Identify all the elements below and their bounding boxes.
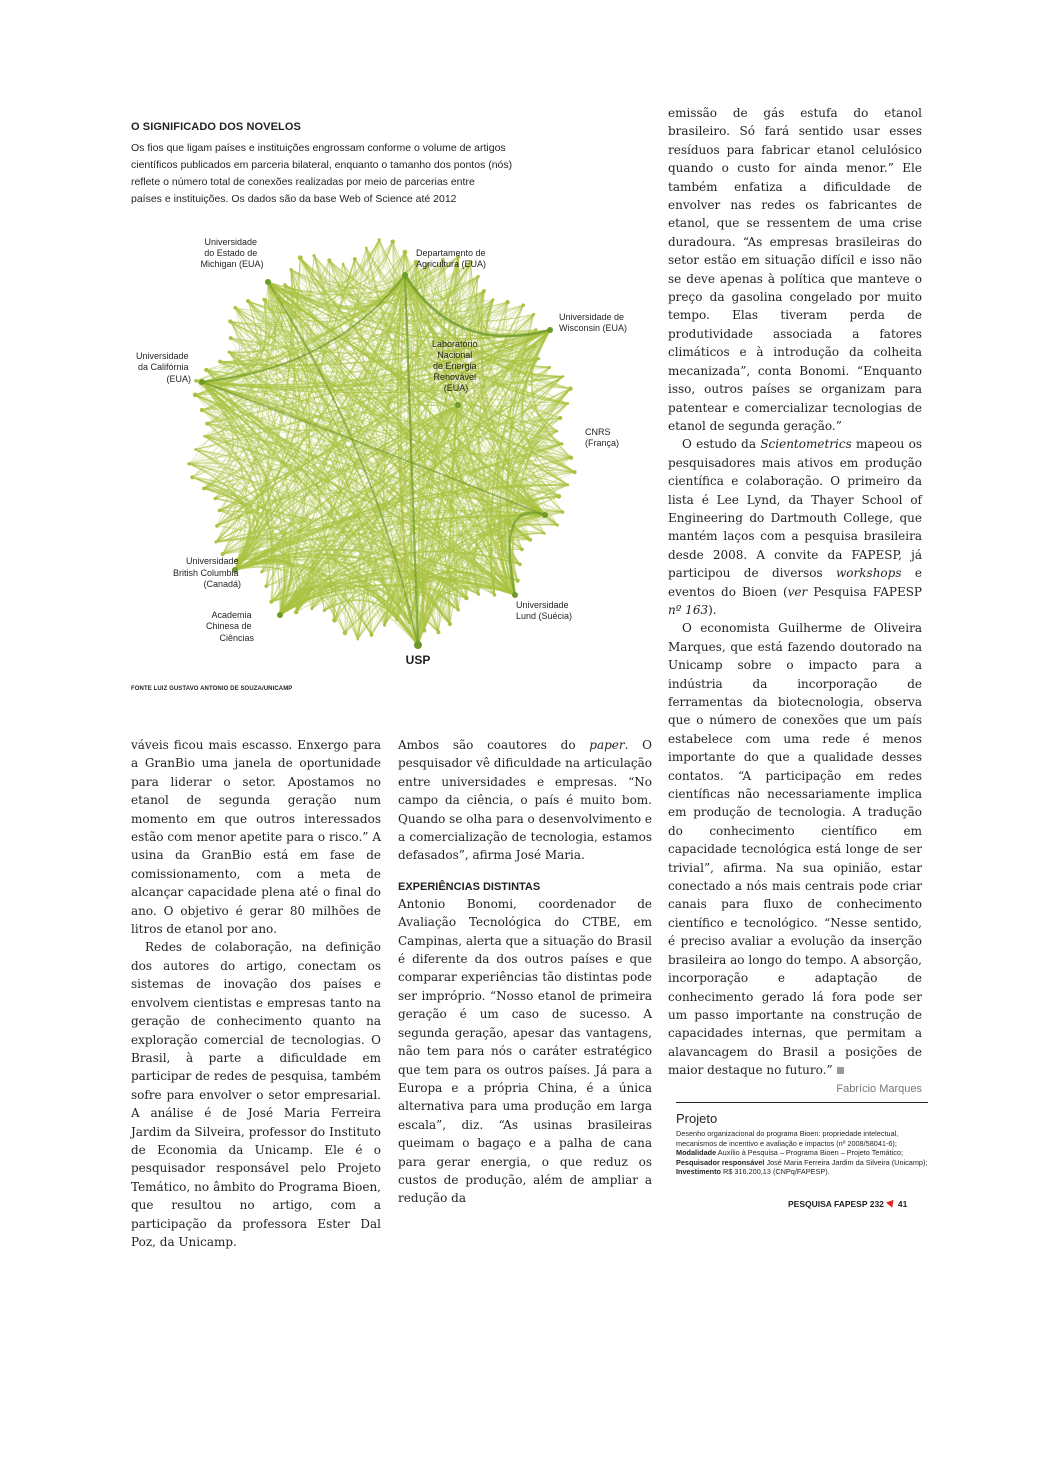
paragraph: váveis ficou mais escasso. Enxergo para a GranBio uma janela de oportunidade para liderar o setor. Apostamos no etanol de segunda geração num momento em que outros interessados estão com menor apetite para o risco.” A usina da GranBio está em fase de comissionamento, com a meta de alcançar capacidade plena até o final do ano. O objetivo é gerar 80 milhões de litros de etanol por ano. <box>131 738 381 937</box>
projeto-box <box>676 1102 928 1177</box>
network-hub-node <box>277 612 283 618</box>
network-node <box>408 621 411 624</box>
network-node <box>477 275 480 278</box>
network-node <box>556 523 559 526</box>
network-node <box>213 497 217 501</box>
network-node <box>436 630 440 634</box>
network-node <box>464 596 468 600</box>
network-node <box>332 618 337 623</box>
network-node <box>187 462 191 466</box>
network-node <box>204 368 208 372</box>
network-node <box>269 600 273 604</box>
network-node <box>365 247 368 250</box>
network-hub-node <box>199 379 205 385</box>
projeto-title: Projeto <box>676 1111 718 1126</box>
network-hub-node <box>542 512 548 518</box>
network-node <box>518 562 522 566</box>
end-mark-icon <box>837 1067 844 1074</box>
network-node <box>558 416 562 420</box>
figure-source: FONTE LUIZ GUSTAVO ANTONIO DE SOUZA/UNICAMP <box>131 686 293 692</box>
network-hub-node <box>414 641 422 649</box>
network-node <box>200 408 204 412</box>
network-node <box>537 357 540 360</box>
network-node <box>520 548 524 552</box>
caption-line: reflete o número total de conexões realizadas por meio de parcerias entre <box>131 176 475 188</box>
network-node <box>482 289 486 293</box>
network-node <box>298 255 303 260</box>
network-node <box>264 584 268 588</box>
network-node <box>532 313 535 316</box>
network-node <box>246 299 250 303</box>
network-node <box>505 300 509 304</box>
paragraph: Antonio Bonomi, coordenador de Avaliação Tecnológica do CTBE, em Campinas, alerta que a situação do Brasil é diferente da dos outros países e que comparar experiências tão distintas pode ser impróprio. “Nosso etanol de primeira geração é um caso de sucesso. A segunda geração, apesar das vantagens, não tem para nós o caráter estratégico que tem para os outros países. Já para a Europa e a própria China, é a única alternativa para uma produção em larga escala”, diz. “As usinas brasileiras queimam o bagaço e a palha de cana para gerar energia, o que reduz os custos de produção, além de ampliar a redução da <box>398 896 652 1206</box>
paragraph: O economista Guilherme de Oliveira Marques, que está fazendo doutorado na Unicamp sobre o impacto para a indústria da incorporação de ferramentas da biotecnologia, observa que o número de conexões que um país estabelece com uma rede é menos importante do que a qualidade desses contatos. “A participação em redes científicas não necessariamente implica em produção de tecnologia. A tradução do conhecimento científico em capacidade tecnológica está longe de ser trivial”, afirma. Na sua opinião, estar conectado a nós mais centrais pode criar canais para fluxo de conhecimento científico e tecnológico. “Nesse sentido, é preciso avaliar a evolução da inserção brasileira ao longo do tempo. A absorção, incorporação e adaptação de conhecimento gerado lá fora pode ser um passo importante na construção de capacidades internas, que permitam a alavancagem do Brasil a posições de maior destaque no futuro.” Fabrício Marques <box>668 619 922 1079</box>
label-british: Universidade British Columbia (Canadá) <box>172 556 241 589</box>
text-column-2 <box>398 736 652 1208</box>
network-node <box>218 360 222 364</box>
network-node <box>214 541 217 544</box>
network-node <box>390 239 395 244</box>
network-node <box>560 442 563 445</box>
network-hub-node <box>512 592 518 598</box>
network-node <box>534 328 537 331</box>
network-node <box>194 379 197 382</box>
label-cnrs: CNRS (França) <box>585 427 620 448</box>
figure-caption <box>131 140 531 208</box>
network-node <box>492 298 495 301</box>
text-column-1 <box>131 736 381 1251</box>
network-node <box>327 258 331 262</box>
network-node <box>310 608 313 611</box>
network-node <box>370 633 374 637</box>
network-hub-node <box>455 402 461 408</box>
network-node <box>533 344 537 348</box>
network-node <box>228 319 232 323</box>
network-node <box>383 624 386 627</box>
network-node <box>566 402 569 405</box>
page-number: 41 <box>897 1199 908 1209</box>
network-node <box>508 590 511 593</box>
network-node <box>283 283 286 286</box>
network-node <box>395 618 398 621</box>
network-node <box>289 268 292 271</box>
figure-title: O SIGNIFICADO DOS NOVELOS <box>131 121 301 133</box>
network-node <box>403 250 408 255</box>
caption-line: científicos publicados em parceria bilateral, enquanto o tamanho dos pontos (nós) <box>131 159 513 171</box>
label-agricultura: Departamento de Agricultura (EUA) <box>416 248 487 269</box>
section-heading: EXPERIÊNCIAS DISTINTAS <box>398 880 541 893</box>
label-academia: Academia Chinesa de Ciências <box>205 610 254 643</box>
label-california: Universidade da Califórnia (EUA) <box>135 351 191 384</box>
network-node <box>218 509 221 512</box>
network-node <box>562 375 565 378</box>
network-node <box>548 366 551 369</box>
network-node <box>205 422 209 426</box>
author-name: Fabrício Marques <box>836 1082 922 1095</box>
network-node <box>572 470 576 474</box>
paragraph: Redes de colaboração, na definição dos autores do artigo, conectam os sistemas de inovação dos países e envolvem cientistas e empresas tanto na geração de conhecimento quanto na exploração comercial de tecnologias. O Brasil, à parte a dificuldade em participar de redes de pesquisa, também sofre para envolver o setor empresarial. A análise é de José Maria Ferreira Jardim da Silveira, professor do Instituto de Economia da Unicamp. Ele é o pesquisador responsável pelo Projeto Temático, no âmbito do Programa Bioen, que resultou no artigo, com a participação da professora Ester Dal Poz, da Unicamp. <box>131 940 381 1249</box>
network-node <box>555 430 558 433</box>
network-node <box>250 562 253 565</box>
caption-line: países e instituições. Os dados são da base Web of Science até 2012 <box>131 193 457 205</box>
network-node <box>493 593 497 597</box>
label-usp: USP <box>405 653 431 667</box>
page-footer <box>788 1199 907 1209</box>
flag-icon <box>886 1200 896 1209</box>
paragraph: emissão de gás estufa do etanol brasileiro. Só fará sentido usar esses resíduos para fabricar etanol celulósico quando o custo for ainda menor.” Ele também enfatiza a dificuldade de envolver nas redes os fabricantes de etanol, que se ressentem de uma crise duradoura. “As empresas brasileiras do setor estão em situação difícil e isso não se deve apenas à política que manteve o preço da gasolina congelado por muito tempo. Elas tiveram perda de produtividade associada a fatores climáticos e à introdução da colheita mecanizada”, conta Bonomi. “Enquanto isso, outros países se organizam para patentear e comercializar tecnologias de etanol de segunda geração.” <box>668 106 922 433</box>
network-node <box>515 578 519 582</box>
network-node <box>312 254 315 257</box>
network-node <box>422 628 427 633</box>
network-node <box>566 483 569 486</box>
network-node <box>262 298 265 301</box>
network-node <box>202 487 206 491</box>
network-node <box>356 638 358 640</box>
network-node <box>193 393 198 398</box>
label-wisconsin: Universidade de Wisconsin (EUA) <box>559 312 628 333</box>
network-node <box>215 524 219 528</box>
network-node <box>378 238 381 241</box>
network-node <box>353 257 357 261</box>
collaboration-network-diagram <box>120 225 640 675</box>
network-node <box>448 622 452 626</box>
network-node <box>190 475 194 479</box>
network-node <box>568 386 573 391</box>
paragraph: Ambos são coautores do paper. O pesquisador vê dificuldade na articulação entre universidades e empresas. “No campo da ciência, o país é muito bom. Quando se olha para o desenvolvimento e a comercialização de tecnologia, estamos defasados”, afirma José Maria. <box>398 738 653 863</box>
network-node <box>521 303 525 307</box>
text-column-3 <box>668 104 922 1098</box>
caption-line: Os fios que ligam países e instituições engrossam conforme o volume de artigos <box>131 142 506 154</box>
label-lund: Universidade Lund (Suécia) <box>516 600 573 621</box>
network-node <box>342 263 345 266</box>
network-node <box>456 608 460 612</box>
network-node <box>275 294 279 298</box>
network-node <box>203 435 206 438</box>
network-node <box>294 610 298 614</box>
network-node <box>528 538 532 542</box>
network-hub-node <box>547 327 553 333</box>
label-nrel: Laboratório Nacional de Energia Renovável (EUA) <box>431 339 478 393</box>
network-node <box>477 593 480 596</box>
network-node <box>543 532 546 535</box>
network-node <box>228 351 231 354</box>
network-node <box>233 306 237 310</box>
network-node <box>323 609 326 612</box>
network-hub-node <box>265 279 271 285</box>
network-node <box>194 448 197 451</box>
network-node <box>569 456 573 460</box>
network-node <box>556 494 561 499</box>
network-node <box>561 510 565 514</box>
network-node <box>343 631 348 636</box>
network-node <box>229 336 233 340</box>
magazine-name: PESQUISA FAPESP 232 <box>788 1199 884 1209</box>
projeto-text: Desenho organizacional do programa Bioen: propriedade intelectual, mecanismos de incentivo e avaliação e impactos (nº 2008/58041-6); Modalidade Auxílio à Pesquisa – Programa Bioen – Projeto Temático; Pesquisador responsável José Maria Ferreira Jardim da Silveira (Unicamp); Investimento R$ 316.200,13 (CNPq/FAPESP). <box>676 1129 928 1177</box>
network-hub-node <box>402 272 408 278</box>
network-node <box>260 570 263 573</box>
label-michigan: Universidade do Estado de Michigan (EUA) <box>200 237 264 269</box>
paragraph: O estudo da Scientometrics mapeou os pesquisadores mais ativos em produção científica e colaboração. O primeiro da lista é Lee Lynd, da Thayer School of Engineering do Dartmouth College, que mantém laços com a pesquisa brasileira desde 2008. A convite da FAPESP, já participou de diversos workshops e eventos do Bioen (ver Pesquisa FAPESP nº 163). <box>668 437 922 617</box>
